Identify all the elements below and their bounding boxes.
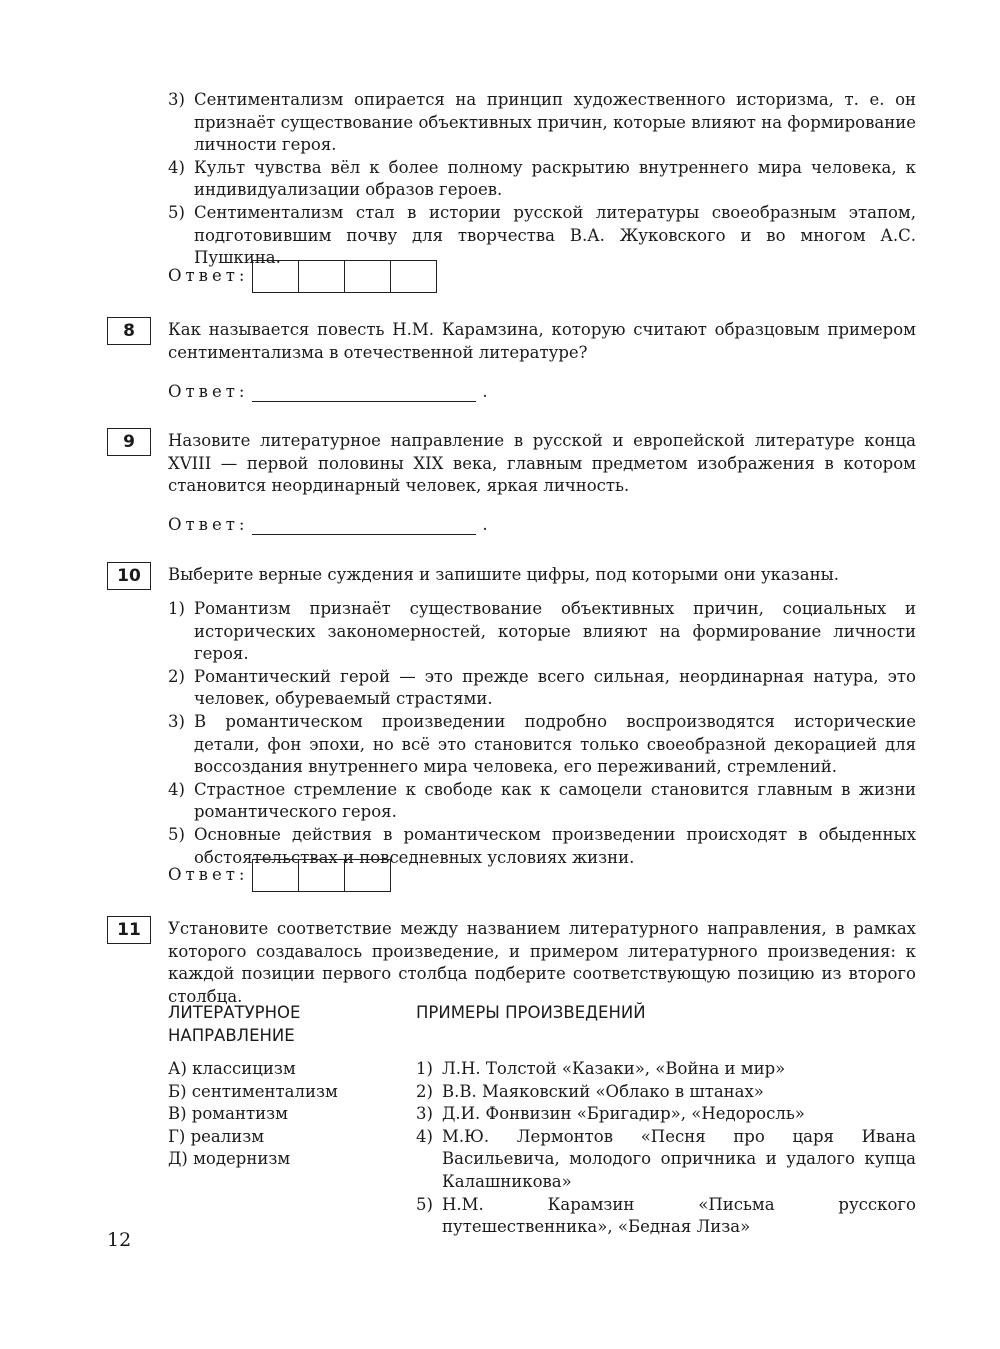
list-item: Б) сентиментализм <box>168 1081 338 1101</box>
column-header: ЛИТЕРАТУРНОЕ НАПРАВЛЕНИЕ <box>168 1003 301 1045</box>
column-works <box>416 1002 916 1239</box>
question-number: 11 <box>107 916 151 944</box>
answer-cell[interactable] <box>299 860 345 891</box>
list-item: Г) реализм <box>168 1126 265 1146</box>
answer-cell[interactable] <box>253 261 299 292</box>
question-number: 10 <box>107 562 151 590</box>
answer-label: Ответ: <box>168 382 249 401</box>
page-number: 12 <box>107 1229 132 1251</box>
answer-cells[interactable] <box>252 859 391 892</box>
list-item: 3) В романтическом произведении подробно воспроизводятся исторические детали, фон эпохи, но всё это становится только своеобразной декорацией для воссоздания внутреннего мира человека, его переживаний, стремлений. <box>168 711 916 777</box>
list-item: 5) Основные действия в романтическом произведении происходят в обыденных обстоятельствах и повседневных условиях жизни. <box>168 824 916 867</box>
list-item: В) романтизм <box>168 1104 288 1124</box>
answer-cell[interactable] <box>299 261 345 292</box>
answer-label: Ответ: <box>168 515 249 534</box>
q11-text: Установите соответствие между названием литературного направления, в рамках которого создавалось произведение, и примером литературного произведения: к каждой позиции первого столбца подберите соответствующую позицию из второго столбца. <box>168 919 916 1006</box>
answer-cell[interactable] <box>253 860 299 891</box>
q8-text: Как называется повесть Н.М. Карамзина, которую считают образцовым примером сентиментализма в отечественной литературе? <box>168 320 916 362</box>
list-item: 4) Страстное стремление к свободе как к самоцели становится главным в жизни романтического героя. <box>168 779 916 822</box>
answer-line[interactable] <box>252 383 476 402</box>
q10-answer <box>168 859 391 892</box>
answer-cell[interactable] <box>391 261 436 292</box>
q7-answer <box>168 260 437 293</box>
answer-label: Ответ: <box>168 865 249 885</box>
list-item: 4) М.Ю. Лермонтов «Песня про царя Ивана Васильевича, молодого опричника и удалого купца Калашникова» <box>416 1126 916 1191</box>
q10-text: Выберите верные суждения и запишите цифры, под которыми они указаны. <box>168 565 840 584</box>
answer-line[interactable] <box>252 516 476 535</box>
answer-label: Ответ: <box>168 266 249 286</box>
list-item: 3) Д.И. Фонвизин «Бригадир», «Недоросль» <box>416 1104 805 1124</box>
q7-options <box>168 89 916 270</box>
list-item: 4) Культ чувства вёл к более полному раскрытию внутреннего мира человека, к индивидуализации образов героев. <box>168 157 916 200</box>
answer-cell[interactable] <box>345 261 391 292</box>
column-directions <box>168 1002 398 1171</box>
list-item: 1) Л.Н. Толстой «Казаки», «Война и мир» <box>416 1059 786 1078</box>
list-item: 2) В.В. Маяковский «Облако в штанах» <box>416 1081 764 1101</box>
list-item: А) классицизм <box>168 1059 296 1078</box>
list-item: 5) Н.М. Карамзин «Письма русского путешественника», «Бедная Лиза» <box>416 1194 916 1237</box>
question-number: 8 <box>107 317 151 345</box>
list-item: 3) Сентиментализм опирается на принцип художественного историзма, т. е. он признаёт существование объективных причин, которые влияют на формирование личности героя. <box>168 90 916 155</box>
list-item: 1) Романтизм признаёт существование объективных причин, социальных и исторических закономерностей, которые влияют на формирование личности героя. <box>168 599 916 664</box>
answer-cell[interactable] <box>345 860 390 891</box>
column-header: ПРИМЕРЫ ПРОИЗВЕДЕНИЙ <box>416 1003 646 1022</box>
list-item: 5) Сентиментализм стал в истории русской литературы своеобразным этапом, подготовившим почву для творчества В.А. Жуковского и во многом А.С. Пушкина. <box>168 202 916 268</box>
question-number: 9 <box>107 428 151 456</box>
list-item: 2) Романтический герой — это прежде всего сильная, неординарная натура, это человек, обуреваемый страстями. <box>168 666 916 709</box>
answer-cells[interactable] <box>252 260 437 293</box>
q9-answer: Ответ: . <box>168 514 488 537</box>
q10-options <box>168 598 916 869</box>
q8-answer: Ответ: . <box>168 381 488 404</box>
list-item: Д) модернизм <box>168 1149 291 1169</box>
q9-text: Назовите литературное направление в русской и европейской литературе конца XVIII — первой половины XIX века, главным предметом изображения в котором становится неординарный человек, яркая личность. <box>168 431 916 496</box>
